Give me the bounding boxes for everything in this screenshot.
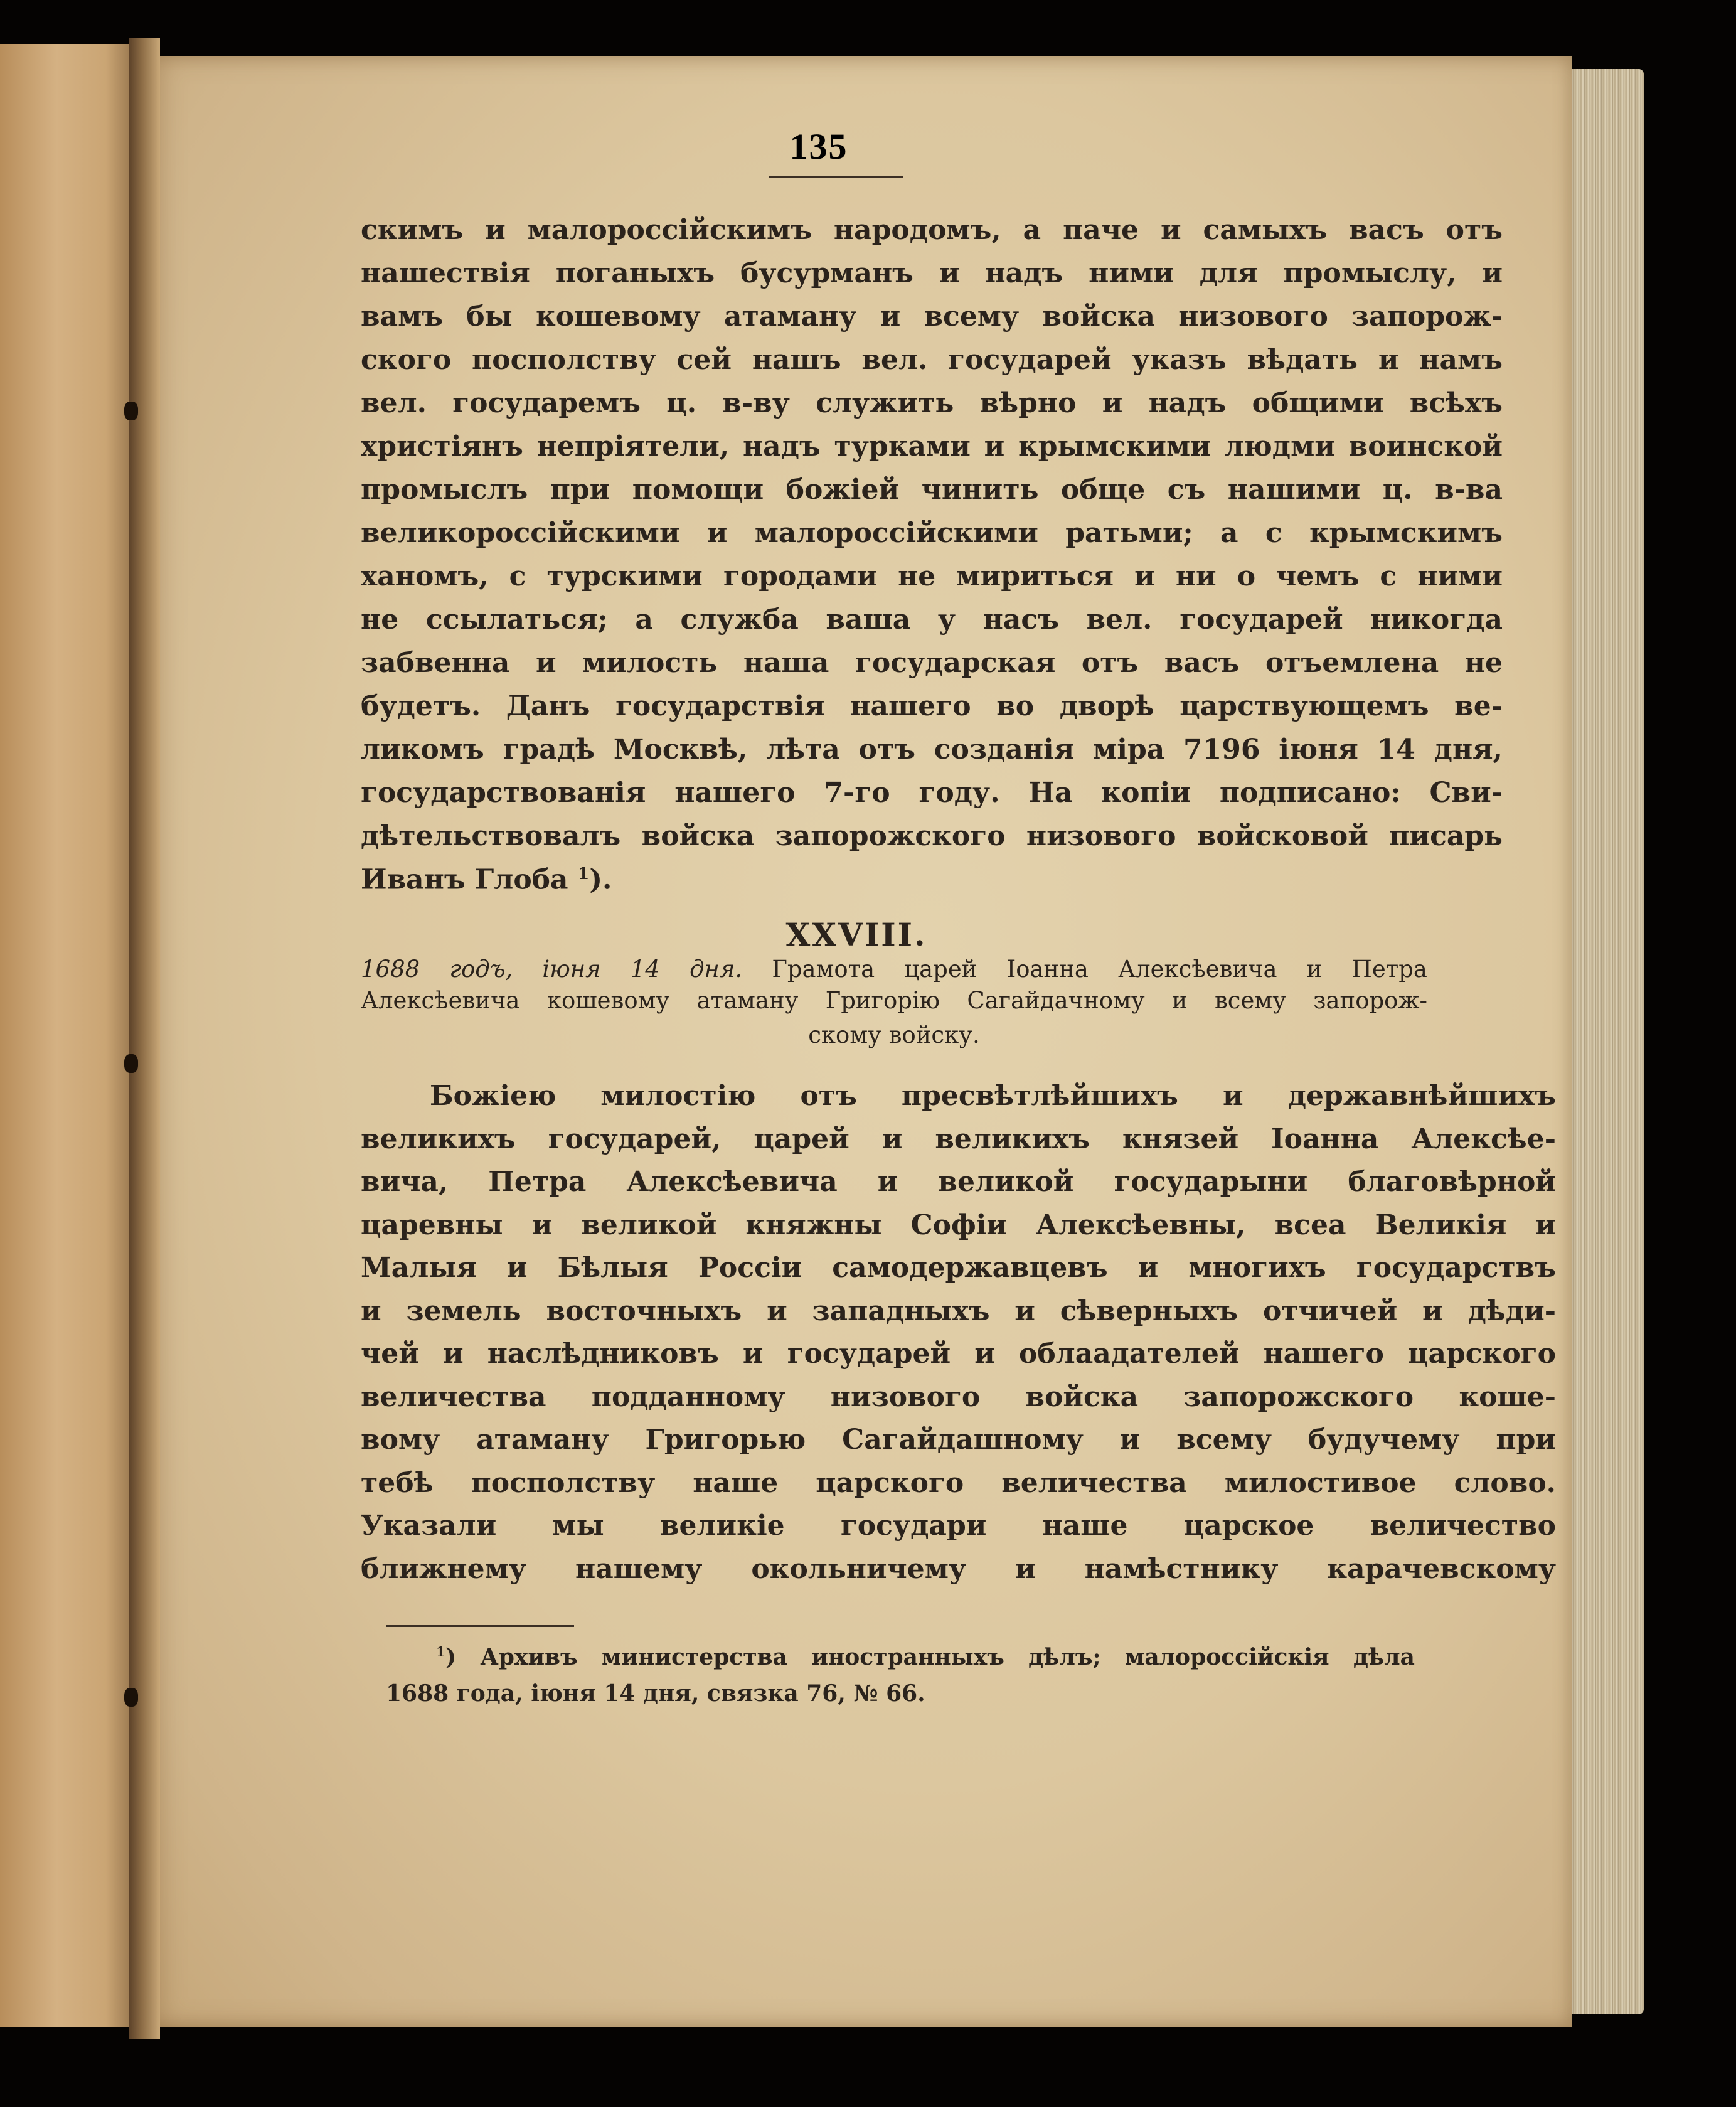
previous-page-edge [0, 44, 141, 2027]
body-line: Божіею милостію отъ пресвѣтлѣйшихъ и державнѣйшихъ [430, 1080, 1556, 1112]
body-line: вамъ бы кошевому атаману и всему войска низового запорож- [361, 301, 1503, 333]
summary-line-2: Алексѣевича кошевому атаману Григорію Сагайдачному и всему запорож- [361, 987, 1427, 1014]
body-line: не ссылаться; а служба ваша у насъ вел. государей никогда [361, 604, 1503, 636]
body-line: тебѣ посполству наше царского величества милостивое слово. [361, 1466, 1556, 1499]
footnote-rule [386, 1625, 574, 1627]
body-line: царевны и великой княжны Софіи Алексѣевны, всеа Великія и [361, 1208, 1556, 1241]
body-line: Малыя и Бѣлыя Россіи самодержавцевъ и многихъ государствъ [361, 1252, 1556, 1284]
body-line: государствованія нашего 7-го году. На копіи подписано: Сви- [361, 777, 1503, 809]
summary-line-1: 1688 годъ, іюня 14 дня. Грамота царей Іоанна Алексѣевича и Петра [361, 956, 1427, 983]
body-line: ского посполству сей нашъ вел. государей указъ вѣдать и намъ [361, 344, 1503, 376]
body-line: ханомъ, с турскими городами не мириться и ни о чемъ с ними [361, 560, 1503, 592]
body-line: вому атаману Григорью Сагайдашному и всему будучему при [361, 1424, 1556, 1456]
section-number: XXVIII. [785, 916, 927, 953]
page-number: 135 [789, 126, 848, 167]
footnote-reference: 1 [577, 864, 590, 883]
body-line: будетъ. Данъ государствія нашего во дворѣ царствующемъ ве- [361, 690, 1503, 722]
footnote-line-1: $^1$) Архивъ министерства иностранныхъ дѣлъ; малороссійскія дѣла [436, 1644, 1415, 1670]
body-line: вел. государемъ ц. в-ву служить вѣрно и надъ общими всѣхъ [361, 387, 1503, 419]
body-line: величества подданному низового войска запорожского коше- [361, 1380, 1556, 1413]
binding-stitch [124, 1688, 138, 1707]
binding-stitch [124, 402, 138, 420]
body-line: ликомъ градѣ Москвѣ, лѣта отъ созданія міра 7196 іюня 14 дня, [361, 733, 1503, 765]
body-line: скимъ и малороссійскимъ народомъ, а паче и самыхъ васъ отъ [361, 214, 1503, 246]
binding-stitch [124, 1054, 138, 1073]
body-line: дѣтельствовалъ войска запорожского низового войсковой писарь [361, 820, 1503, 852]
page-stack-edges [1562, 69, 1644, 2014]
body-line: христіянъ непріятели, надъ турками и крымскими людми воинской [361, 430, 1503, 462]
body-line: промыслъ при помощи божіей чинить обще съ нашими ц. в-ва [361, 474, 1503, 506]
book-gutter [129, 38, 160, 2039]
summary-date: 1688 годъ, іюня 14 дня. [361, 956, 743, 983]
footnote-line-2: 1688 года, іюня 14 дня, связка 76, № 66. [386, 1680, 925, 1707]
body-line: и земель восточныхъ и западныхъ и сѣверныхъ отчичей и дѣди- [361, 1294, 1556, 1327]
footnote-marker: 1 [436, 1645, 446, 1660]
body-line: вича, Петра Алексѣевича и великой государыни благовѣрной [361, 1166, 1556, 1198]
body-line: великороссійскими и малороссійскими ратьми; а с крымскимъ [361, 517, 1503, 549]
body-line: ближнему нашему окольничему и намѣстнику карачевскому [361, 1552, 1556, 1585]
body-line: великихъ государей, царей и великихъ князей Іоанна Алексѣе- [361, 1123, 1556, 1155]
body-line: забвенна и милость наша государская отъ васъ отъемлена не [361, 647, 1503, 679]
body-line: чей и наслѣдниковъ и государей и облаадателей нашего царского [361, 1338, 1556, 1370]
document-summary [361, 956, 1427, 1048]
body-last-line: Иванъ Глоба $^1$). [361, 863, 612, 896]
body-line: Указали мы великіе государи наше царское величество [361, 1510, 1556, 1542]
book-page [141, 56, 1572, 2027]
body-line: нашествія поганыхъ бусурманъ и надъ ними для промыслу, и [361, 257, 1503, 289]
summary-line-3: скому войску. [808, 1021, 980, 1048]
page-number-rule [769, 176, 903, 178]
